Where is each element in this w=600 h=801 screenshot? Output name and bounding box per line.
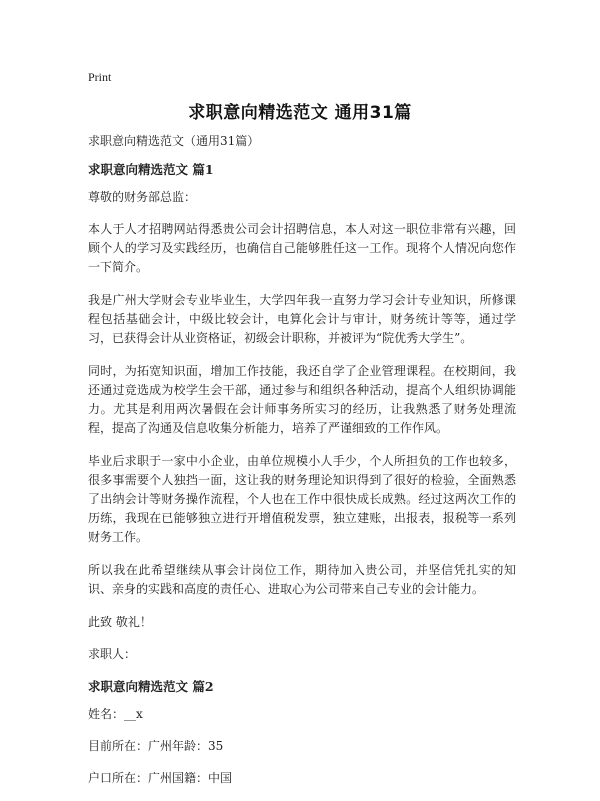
page-title: 求职意向精选范文 通用31篇	[188, 103, 412, 123]
paragraph-5: 所以我在此希望继续从事会计岗位工作，期待加入贵公司，并坚信凭扎实的知识、亲身的实践和高度的责任心、进取心为公司带来自己专业的会计能力。	[88, 563, 516, 596]
info-line-location: 目前所在：广州年龄：35	[88, 739, 224, 753]
greeting: 尊敬的财务部总监：	[88, 190, 197, 204]
document-body	[88, 132, 516, 801]
section-heading-2: 求职意向精选范文 篇2	[88, 679, 214, 694]
section-heading-1: 求职意向精选范文 篇1	[88, 162, 214, 177]
paragraph-2: 我是广州大学财会专业毕业生，大学四年我一直努力学习会计专业知识，所修课程包括基础会计，中级比较会计，电算化会计与审计，财务统计等等，通过学习，已获得会计从业资格证，初级会计职称，并被评为“院优秀大学生”。	[88, 293, 516, 345]
info-line-hukou: 户口所在：广州国籍：中国	[88, 771, 233, 785]
closing-line: 此致 敬礼！	[88, 615, 152, 629]
paragraph-3: 同时，为拓宽知识面，增加工作技能，我还自学了企业管理课程。在校期间，我还通过竞选成为校学生会干部，通过参与和组织各种活动，提高个人组织协调能力。尤其是利用两次暑假在会计师事务所实习的经历，让我熟悉了财务处理流程，提高了沟通及信息收集分析能力，培养了严谨细致的工作作风。	[88, 364, 516, 435]
info-line-name: 姓名：__x	[88, 707, 143, 721]
print-label: Print	[88, 70, 112, 84]
signature-line: 求职人：	[88, 647, 137, 661]
paragraph-4: 毕业后求职于一家中小企业，由单位规模小人手少，个人所担负的工作也较多，很多事需要个人独挡一面，这让我的财务理论知识得到了很好的检验，全面熟悉了出纳会计等财务操作流程，个人也在工作中很快成长成熟。经过这两次工作的历练，我现在已能够独立进行开增值税发票，独立建账，出报表，报税等一系列财务工作。	[88, 454, 516, 544]
paragraph-1: 本人于人才招聘网站得悉贵公司会计招聘信息，本人对这一职位非常有兴趣，回顾个人的学习及实践经历，也确信自己能够胜任这一工作。现将个人情况向您作一下简介。	[88, 222, 516, 274]
document-subtitle: 求职意向精选范文（通用31篇）	[88, 134, 260, 148]
